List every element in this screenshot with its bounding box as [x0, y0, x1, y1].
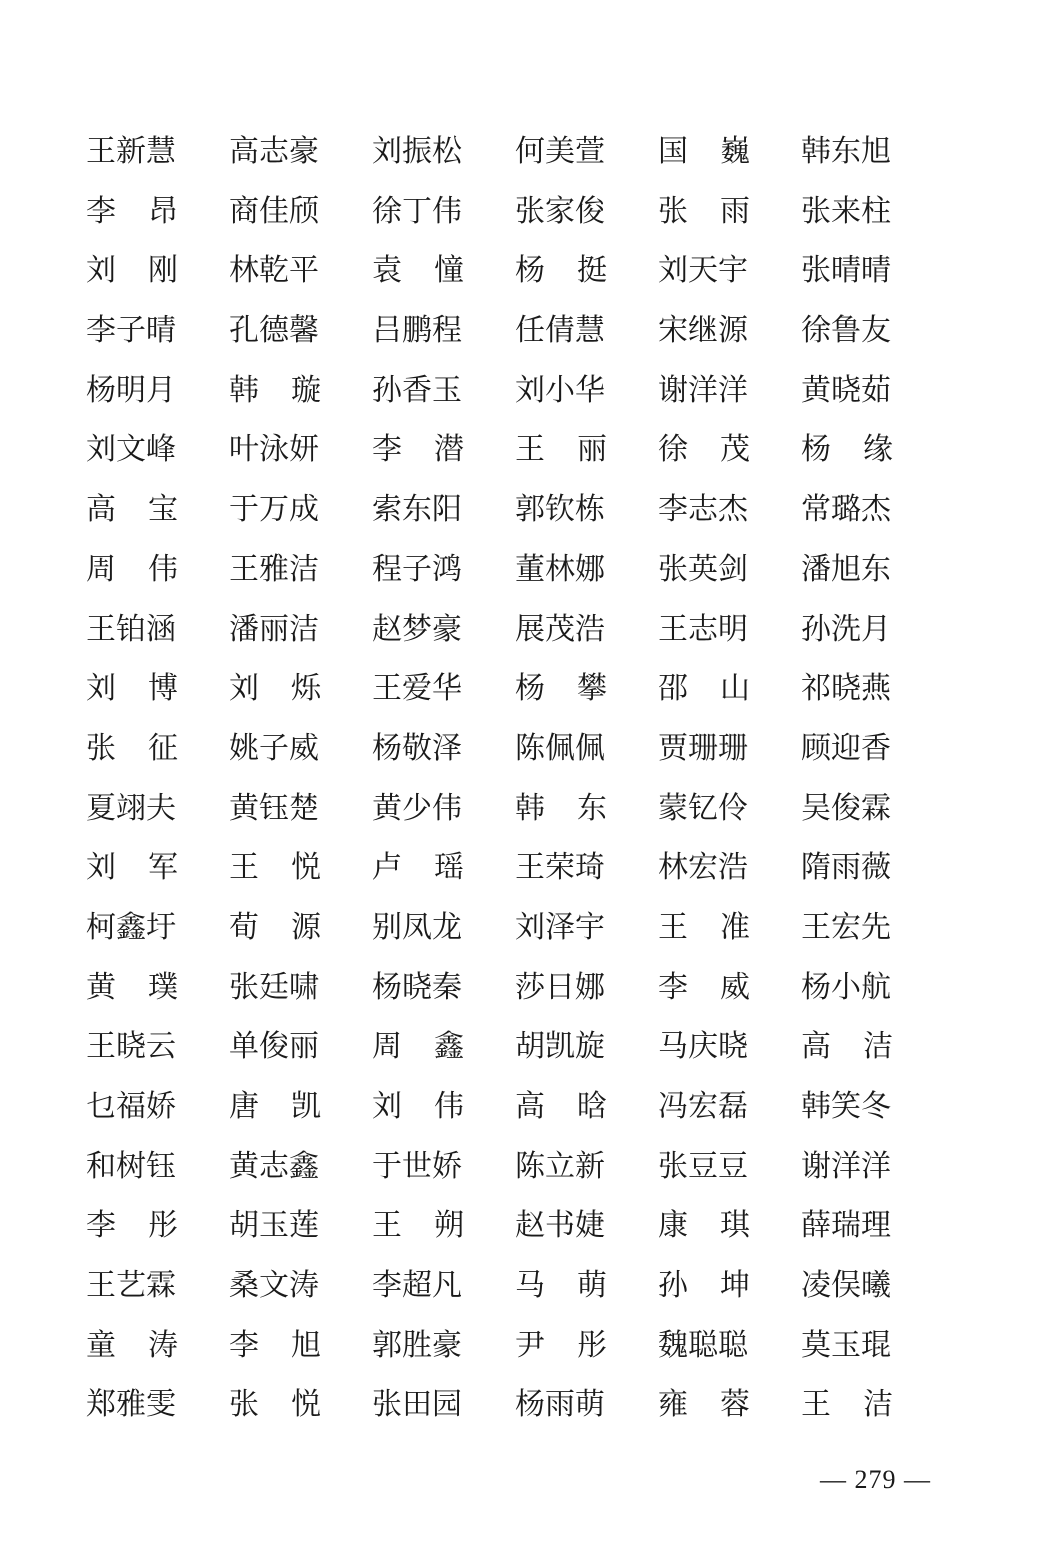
name-entry: 陈佩佩 [515, 730, 605, 766]
name-entry: 于万成 [229, 492, 319, 528]
name-entry: 谢洋洋 [801, 1148, 891, 1184]
name-entry: 韩 璇 [229, 372, 321, 408]
name-entry: 赵梦豪 [372, 611, 462, 647]
name-entry: 蒙钇伶 [658, 790, 748, 826]
name-entry: 潘旭东 [801, 551, 891, 587]
name-entry: 王荣琦 [515, 850, 605, 886]
name-entry: 郭胜豪 [372, 1327, 462, 1363]
name-entry: 张 征 [86, 730, 178, 766]
name-entry: 叶泳妍 [229, 432, 319, 468]
name-entry: 孙香玉 [372, 372, 462, 408]
name-entry: 莎日娜 [515, 969, 605, 1005]
name-entry: 徐鲁友 [801, 313, 891, 349]
name-entry: 杨雨萌 [515, 1387, 605, 1423]
name-entry: 孙洗月 [801, 611, 891, 647]
name-entry: 赵书婕 [515, 1208, 605, 1244]
name-entry: 黄晓茹 [801, 372, 891, 408]
name-entry: 杨晓秦 [372, 969, 462, 1005]
name-entry: 杨明月 [86, 372, 176, 408]
name-entry: 杨 挺 [515, 253, 607, 289]
name-entry: 韩 东 [515, 790, 607, 826]
name-entry: 荀 源 [229, 909, 321, 945]
name-entry: 邵 山 [658, 671, 750, 707]
name-entry: 展茂浩 [515, 611, 605, 647]
name-entry: 唐 凯 [229, 1089, 321, 1124]
name-entry: 别凤龙 [372, 909, 462, 945]
name-entry: 康 琪 [658, 1208, 750, 1244]
name-entry: 隋雨薇 [801, 850, 891, 886]
name-entry: 刘 伟 [372, 1089, 464, 1124]
name-entry: 乜福娇 [86, 1089, 176, 1124]
name-entry: 张家俊 [515, 193, 605, 229]
name-entry: 李志杰 [658, 492, 748, 528]
name-entry: 徐丁伟 [372, 193, 462, 229]
name-entry: 张廷啸 [229, 969, 319, 1005]
name-entry: 任倩慧 [515, 313, 605, 349]
name-entry: 潘丽洁 [229, 611, 319, 647]
name-entry: 刘文峰 [86, 432, 176, 468]
name-entry: 柯鑫圩 [86, 909, 176, 945]
name-entry: 张英剑 [658, 551, 748, 587]
name-entry: 魏聪聪 [658, 1327, 748, 1363]
name-entry: 宋继源 [658, 313, 748, 349]
name-entry: 商佳颀 [229, 193, 319, 229]
name-entry: 王宏先 [801, 909, 891, 945]
name-entry: 李 潜 [372, 432, 464, 468]
name-entry: 孔德馨 [229, 313, 319, 349]
name-entry: 黄 璞 [86, 969, 178, 1005]
name-entry: 贾珊珊 [658, 730, 748, 766]
name-entry: 杨 缘 [801, 432, 893, 468]
name-entry: 刘天宇 [658, 253, 748, 289]
name-entry: 周 鑫 [372, 1029, 464, 1065]
name-entry: 张田园 [372, 1387, 462, 1423]
name-entry: 莫玉琨 [801, 1327, 891, 1363]
name-entry: 王铂涵 [86, 611, 176, 647]
page-number: — 279 — [820, 1465, 931, 1494]
name-entry: 吕鹏程 [372, 313, 462, 349]
name-entry: 李 旭 [229, 1327, 321, 1363]
name-entry: 单俊丽 [229, 1029, 319, 1065]
name-entry: 林宏浩 [658, 850, 748, 886]
name-entry: 高志豪 [229, 134, 319, 169]
name-entry: 陈立新 [515, 1148, 605, 1184]
name-entry: 张豆豆 [658, 1148, 748, 1184]
name-entry: 马庆晓 [658, 1029, 748, 1065]
name-entry: 卢 瑶 [372, 850, 464, 886]
name-entry: 和树钰 [86, 1148, 176, 1184]
name-entry: 王 丽 [515, 432, 607, 468]
name-entry: 孙 坤 [658, 1268, 750, 1304]
name-entry: 童 涛 [86, 1327, 178, 1363]
name-entry: 张 悦 [229, 1387, 321, 1423]
name-entry: 李子晴 [86, 313, 176, 349]
name-entry: 马 萌 [515, 1268, 607, 1304]
name-entry: 韩东旭 [801, 134, 891, 169]
name-entry: 郑雅雯 [86, 1387, 176, 1423]
name-entry: 桑文涛 [229, 1268, 319, 1304]
name-entry: 林乾平 [229, 253, 319, 289]
name-entry: 张 雨 [658, 193, 750, 229]
name-entry: 高 晗 [515, 1089, 607, 1124]
name-entry: 王 准 [658, 909, 750, 945]
name-list [86, 122, 966, 1435]
name-entry: 祁晓燕 [801, 671, 891, 707]
name-entry: 杨敬泽 [372, 730, 462, 766]
name-entry: 王晓云 [86, 1029, 176, 1065]
name-entry: 国 巍 [658, 134, 750, 169]
name-entry: 王 洁 [801, 1387, 893, 1423]
name-entry: 张来柱 [801, 193, 891, 229]
name-entry: 袁 憧 [372, 253, 464, 289]
name-entry: 黄少伟 [372, 790, 462, 826]
name-entry: 姚子威 [229, 730, 319, 766]
name-entry: 王 悦 [229, 850, 321, 886]
name-entry: 刘 烁 [229, 671, 321, 707]
name-entry: 吴俊霖 [801, 790, 891, 826]
name-entry: 刘 军 [86, 850, 178, 886]
name-entry: 王雅洁 [229, 551, 319, 587]
name-entry: 高 洁 [801, 1029, 893, 1065]
name-entry: 胡凯旋 [515, 1029, 605, 1065]
name-entry: 刘 刚 [86, 253, 178, 289]
name-entry: 李 威 [658, 969, 750, 1005]
name-entry: 李 彤 [86, 1208, 178, 1244]
name-entry: 冯宏磊 [658, 1089, 748, 1124]
name-entry: 于世娇 [372, 1148, 462, 1184]
name-entry: 谢洋洋 [658, 372, 748, 408]
name-entry: 常璐杰 [801, 492, 891, 528]
name-entry: 王 朔 [372, 1208, 464, 1244]
name-entry: 薛瑞理 [801, 1208, 891, 1244]
name-entry: 刘 博 [86, 671, 178, 707]
name-entry: 徐 茂 [658, 432, 750, 468]
name-entry: 黄钰楚 [229, 790, 319, 826]
name-entry: 刘泽宇 [515, 909, 605, 945]
name-entry: 李超凡 [372, 1268, 462, 1304]
name-entry: 程子鸿 [372, 551, 462, 587]
name-entry: 王志明 [658, 611, 748, 647]
name-entry: 何美萱 [515, 134, 605, 169]
name-entry: 王艺霖 [86, 1268, 176, 1304]
name-entry: 董林娜 [515, 551, 605, 587]
name-entry: 周 伟 [86, 551, 178, 587]
name-entry: 李 昂 [86, 193, 178, 229]
name-entry: 夏翊夫 [86, 790, 176, 826]
name-entry: 杨 攀 [515, 671, 607, 707]
name-entry: 韩笑冬 [801, 1089, 891, 1124]
name-entry: 高 宝 [86, 492, 178, 528]
name-entry: 王爱华 [372, 671, 462, 707]
name-entry: 尹 彤 [515, 1327, 607, 1363]
name-entry: 凌俣曦 [801, 1268, 891, 1304]
name-entry: 黄志鑫 [229, 1148, 319, 1184]
name-entry: 雍 蓉 [658, 1387, 750, 1423]
name-entry: 杨小航 [801, 969, 891, 1005]
name-entry: 索东阳 [372, 492, 462, 528]
name-entry: 刘小华 [515, 372, 605, 408]
name-entry: 张晴晴 [801, 253, 891, 289]
name-entry: 王新慧 [86, 134, 176, 169]
name-entry: 胡玉莲 [229, 1208, 319, 1244]
name-entry: 顾迎香 [801, 730, 891, 766]
name-entry: 刘振松 [372, 134, 462, 169]
name-entry: 郭钦栋 [515, 492, 605, 528]
